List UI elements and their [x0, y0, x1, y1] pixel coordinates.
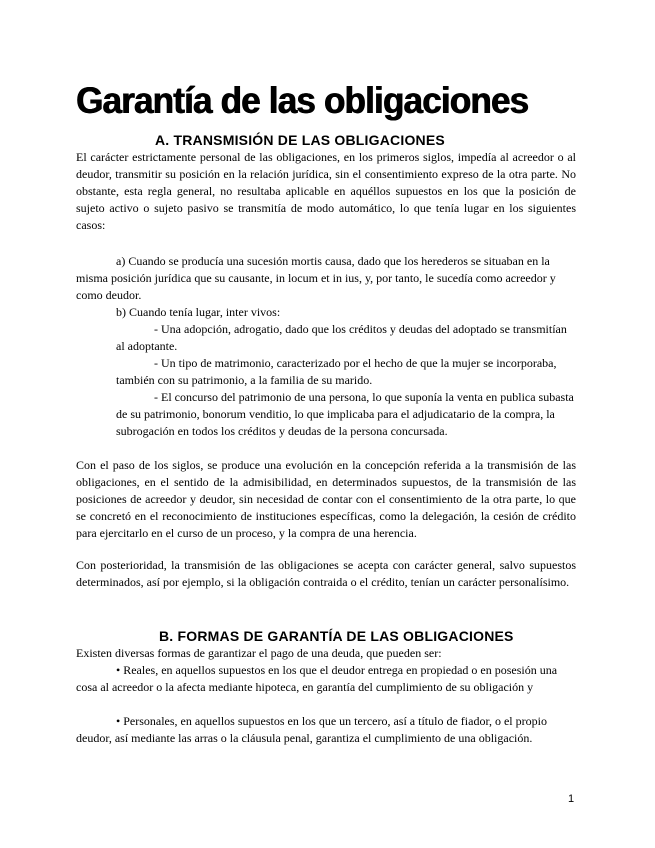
case-a-paragraph: a) Cuando se producía una sucesión mortis causa, dado que los herederos se situaban en la misma posición jurídica que su causante, in locum et in ius, y, por tanto, le sucedía como acreedor y como deudor.	[76, 254, 556, 302]
case-b-item-adoption: - Una adopción, adrogatio, dado que los créditos y deudas del adoptado se transmitían al adoptante.	[116, 322, 567, 353]
section-b-intro-paragraph: Existen diversas formas de garantizar el pago de una deuda, que pueden ser:	[76, 646, 442, 660]
case-b-paragraph: b) Cuando tenía lugar, inter vivos:	[116, 305, 281, 319]
document-title: Garantía de las obligaciones	[76, 80, 529, 122]
bullet-real-guarantee: • Reales, en aquellos supuestos en los que el deudor entrega en propiedad o en posesión una cosa al acreedor o la afecta mediante hipoteca, en garantía del cumplimiento de su obligación y	[76, 663, 558, 694]
case-b-item-insolvency: - El concurso del patrimonio de una persona, lo que suponía la venta en publica subasta de su patrimonio, bonorum venditio, lo que implicaba para el adjudicatario de la compra, la subrogación en todos los créditos y deudas de la persona concursada.	[116, 390, 574, 438]
section-a-intro-paragraph: El carácter estrictamente personal de las obligaciones, en los primeros siglos, impedía al acreedor o al deudor, transmitir su posición en la relación jurídica, sin el consentimiento expreso de la otra parte. No obstante, esta regla general, no resultaba aplicable en aquéllos supuestos en los que la posición de sujeto activo o sujeto pasivo se transmitía de modo automático, lo que tenía lugar en los siguientes casos:	[76, 150, 576, 232]
later-paragraph: Con posterioridad, la transmisión de las obligaciones se acepta con carácter general, salvo supuestos determinados, así por ejemplo, si la obligación contraida o el crédito, tenían un carácter personalísimo.	[76, 558, 576, 589]
section-a-heading: A. TRANSMISIÓN DE LAS OBLIGACIONES	[155, 132, 445, 148]
evolution-paragraph: Con el paso de los siglos, se produce una evolución en la concepción referida a la transmisión de las obligaciones, en el sentido de la admisibilidad, en determinados supuestos, de la transmisión de las posiciones de acreedor y deudor, sin necesidad de contar con el consentimiento de la otra parte, lo que se concretó en el reconocimiento de instituciones específicas, como la delegación, la cesión de crédito para ejercitarlo en el curso de un proceso, y la compra de una herencia.	[76, 458, 576, 540]
bullet-personal-guarantee: • Personales, en aquellos supuestos en los que un tercero, así a título de fiador, o el propio deudor, así mediante las arras o la cláusula penal, garantiza el cumplimiento de una obligación.	[76, 714, 547, 745]
case-b-item-marriage: - Un tipo de matrimonio, caracterizado por el hecho de que la mujer se incorporaba, también con su patrimonio, a la familia de su marido.	[116, 356, 557, 387]
page-number: 1	[568, 793, 575, 805]
section-b-heading: B. FORMAS DE GARANTÍA DE LAS OBLIGACIONES	[159, 628, 514, 644]
